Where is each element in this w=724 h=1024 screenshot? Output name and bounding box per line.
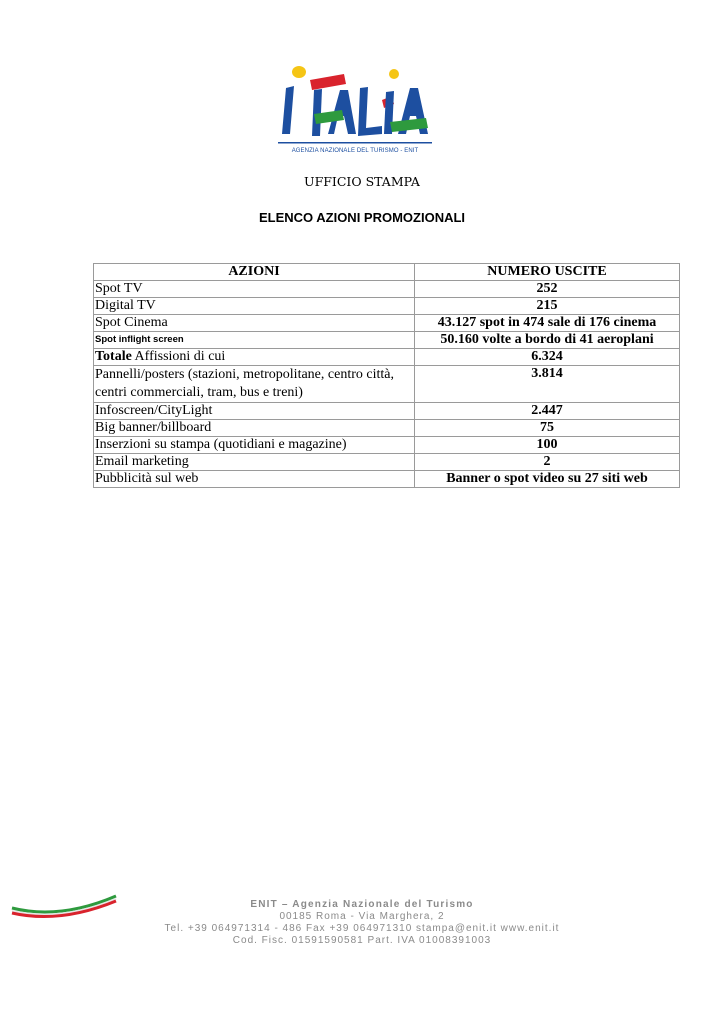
table-row <box>94 332 680 349</box>
footer-contacts: Tel. +39 064971314 - 486 Fax +39 064971310 stampa@enit.it www.enit.it <box>164 923 560 934</box>
promotional-actions-table <box>93 263 680 488</box>
action-label-rest: Affissioni di cui <box>131 349 226 364</box>
column-header-numero-uscite: NUMERO USCITE <box>415 264 680 281</box>
footer-address: 00185 Roma - Via Marghera, 2 <box>279 911 445 922</box>
action-value: 252 <box>415 281 680 298</box>
document-title: ELENCO AZIONI PROMOZIONALI <box>258 210 466 225</box>
table-row <box>94 366 680 403</box>
action-value: 50.160 volte a bordo di 41 aeroplani <box>415 332 680 349</box>
table-row <box>94 454 680 471</box>
enit-italia-logo <box>270 62 440 164</box>
action-value: 2 <box>415 454 680 471</box>
office-heading: UFFICIO STAMPA <box>304 174 420 189</box>
action-label: Big banner/billboard <box>94 420 415 437</box>
footer-fiscal: Cod. Fisc. 01591590581 Part. IVA 01008391003 <box>232 935 492 946</box>
italia-logo-graphic <box>270 62 440 148</box>
logo-yellow-dot <box>389 69 399 79</box>
action-value: 100 <box>415 437 680 454</box>
action-value: 75 <box>415 420 680 437</box>
logo-letter-l <box>358 87 382 136</box>
action-label-bold: Totale <box>95 349 132 364</box>
table-row <box>94 298 680 315</box>
action-label: Inserzioni su stampa (quotidiani e magazine) <box>94 437 415 454</box>
action-value: 215 <box>415 298 680 315</box>
table-row <box>94 281 680 298</box>
action-label: Spot inflight screen <box>94 332 415 349</box>
action-label: Email marketing <box>94 454 415 471</box>
column-header-azioni: AZIONI <box>94 264 415 281</box>
logo-red-stroke <box>310 74 346 90</box>
logo-letter-t <box>312 89 322 136</box>
table-row <box>94 471 680 488</box>
logo-underline <box>278 142 432 144</box>
table-row <box>94 420 680 437</box>
action-label: Digital TV <box>94 298 415 315</box>
action-value: 3.814 <box>415 366 680 403</box>
action-label: Spot Cinema <box>94 315 415 332</box>
table-header-row <box>94 264 680 281</box>
action-value: 43.127 spot in 474 sale di 176 cinema <box>415 315 680 332</box>
action-label <box>94 349 415 366</box>
action-label: Pubblicità sul web <box>94 471 415 488</box>
action-label: Spot TV <box>94 281 415 298</box>
action-label: Infoscreen/CityLight <box>94 403 415 420</box>
page-footer <box>0 899 724 947</box>
logo-yellow-dot <box>292 66 306 78</box>
action-value: 2.447 <box>415 403 680 420</box>
table-row <box>94 349 680 366</box>
action-value: Banner o spot video su 27 siti web <box>415 471 680 488</box>
action-value: 6.324 <box>415 349 680 366</box>
action-label: Pannelli/posters (stazioni, metropolitane, centro città, centri commerciali, tram, bus e treni) <box>94 366 415 403</box>
logo-caption: AGENZIA NAZIONALE DEL TURISMO - ENIT <box>291 148 419 154</box>
footer-organization: ENIT – Agenzia Nazionale del Turismo <box>250 899 474 910</box>
table-row <box>94 315 680 332</box>
table-row <box>94 437 680 454</box>
logo-letter-i <box>282 86 294 134</box>
table-row <box>94 403 680 420</box>
